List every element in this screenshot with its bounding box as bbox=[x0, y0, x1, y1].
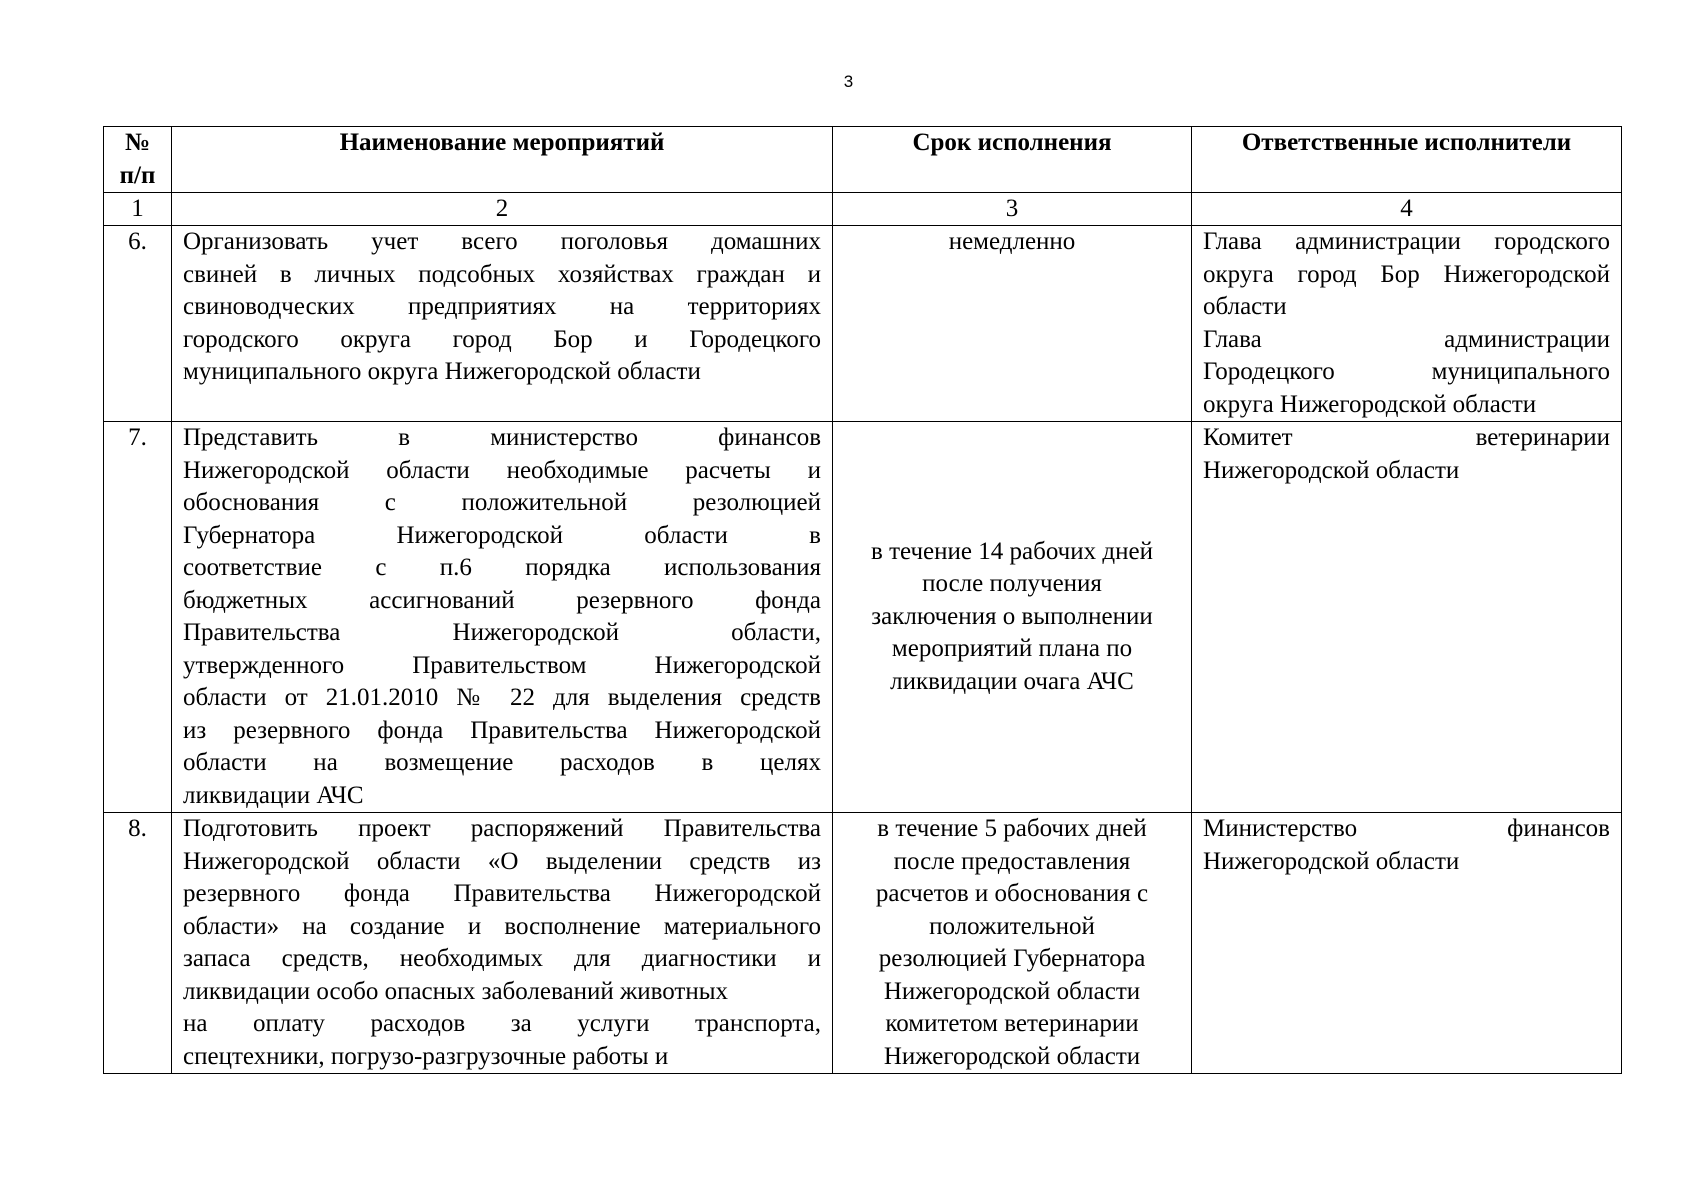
cell-text-line: после получения bbox=[922, 570, 1102, 598]
cell-text-line: Нижегородской области bbox=[883, 1042, 1141, 1070]
activity-name-cell bbox=[172, 422, 833, 813]
responsible-cell bbox=[1192, 422, 1622, 813]
cell-text-line: свиноводческих предприятиях на территориях bbox=[183, 293, 821, 320]
cell-text-line: ликвидации АЧС bbox=[183, 781, 364, 809]
cell-text-line: области от 21.01.2010 № 22 для выделения средств bbox=[183, 684, 821, 711]
cell-text-line: положительной bbox=[929, 912, 1095, 940]
table-row bbox=[104, 226, 1622, 422]
cell-text-line: бюджетных ассигнований резервного фонда bbox=[183, 586, 821, 614]
cell-text-line: Нижегородской области bbox=[1203, 456, 1460, 484]
cell-text-line: области bbox=[1203, 293, 1287, 320]
cell-text-line: расчетов и обоснования с bbox=[875, 880, 1149, 907]
table-row bbox=[104, 813, 1622, 1074]
column-index-row bbox=[104, 193, 1622, 226]
cell-text-line: Комитет ветеринарии bbox=[1203, 424, 1610, 451]
responsible-cell bbox=[1192, 813, 1622, 1074]
header-responsible: Ответственные исполнители bbox=[1192, 127, 1622, 193]
cell-text-line: Министерство финансов bbox=[1203, 815, 1610, 842]
column-index-cell: 3 bbox=[833, 193, 1192, 226]
header-number-abbr: п/п bbox=[119, 161, 156, 189]
cell-text-line: Городецкого муниципального bbox=[1203, 358, 1610, 385]
cell-text-line: Нижегородской области необходимые расчеты и bbox=[183, 456, 821, 484]
cell-text-line: Губернатора Нижегородской области в bbox=[183, 521, 821, 549]
cell-text-line: ликвидации очага АЧС bbox=[890, 667, 1134, 695]
cell-text-line: области» на создание и восполнение материального bbox=[183, 912, 821, 940]
cell-text-line: комитетом ветеринарии bbox=[885, 1010, 1139, 1037]
cell-text-line: на оплату расходов за услуги транспорта, bbox=[183, 1010, 821, 1037]
row-number: 8. bbox=[104, 813, 172, 1074]
deadline-cell bbox=[833, 226, 1192, 422]
cell-text-line: после предоставления bbox=[893, 847, 1131, 875]
cell-text-line: свиней в личных подсобных хозяйствах граждан и bbox=[183, 260, 821, 288]
cell-text-line: округа Нижегородской области bbox=[1203, 390, 1537, 418]
responsible-cell bbox=[1192, 226, 1622, 422]
table-row bbox=[104, 422, 1622, 813]
page-number: 3 bbox=[843, 72, 854, 91]
cell-text-line: резервного фонда Правительства Нижегородской bbox=[183, 880, 821, 907]
cell-text-line: Представить в министерство финансов bbox=[183, 424, 821, 451]
cell-text-line: области на возмещение расходов в целях bbox=[183, 749, 821, 776]
column-index-cell: 2 bbox=[172, 193, 833, 226]
column-index-cell: 1 bbox=[104, 193, 172, 226]
header-activity-name: Наименование мероприятий bbox=[172, 127, 833, 193]
cell-text-line: в течение 14 рабочих дней bbox=[871, 537, 1153, 565]
cell-text-line: немедленно bbox=[948, 228, 1076, 255]
cell-text-line: Подготовить проект распоряжений Правительства bbox=[183, 815, 821, 842]
cell-text-line: соответствие с п.6 порядка использования bbox=[183, 554, 821, 581]
deadline-cell bbox=[833, 422, 1192, 813]
header-deadline: Срок исполнения bbox=[833, 127, 1192, 193]
cell-text-line: из резервного фонда Правительства Нижегородской bbox=[183, 716, 821, 744]
cell-text-line: Нижегородской области bbox=[883, 977, 1141, 1005]
cell-text-line: Правительства Нижегородской области, bbox=[183, 619, 821, 646]
action-plan-table bbox=[103, 126, 1622, 1074]
cell-text-line: утвержденного Правительством Нижегородской bbox=[183, 651, 821, 679]
cell-text-line: Нижегородской области bbox=[1203, 847, 1460, 875]
cell-text-line: Организовать учет всего поголовья домашних bbox=[183, 228, 821, 255]
row-number: 7. bbox=[104, 422, 172, 813]
cell-text-line: Глава администрации bbox=[1203, 325, 1610, 353]
cell-text-line: в течение 5 рабочих дней bbox=[877, 815, 1147, 842]
column-index-cell: 4 bbox=[1192, 193, 1622, 226]
cell-text-line: ликвидации особо опасных заболеваний животных bbox=[183, 977, 729, 1005]
cell-text-line: запаса средств, необходимых для диагностики и bbox=[183, 945, 821, 972]
cell-text-line: обоснования с положительной резолюцией bbox=[183, 489, 821, 516]
cell-text-line: городского округа город Бор и Городецкого bbox=[183, 325, 821, 353]
header-number-symbol: № bbox=[124, 129, 151, 156]
cell-text-line: Глава администрации городского bbox=[1203, 228, 1610, 255]
cell-text-line: Нижегородской области «О выделении средств из bbox=[183, 847, 821, 875]
table-header-row bbox=[104, 127, 1622, 193]
cell-text-line: округа город Бор Нижегородской bbox=[1203, 260, 1610, 288]
activity-name-cell bbox=[172, 813, 833, 1074]
cell-text-line: заключения о выполнении bbox=[871, 602, 1153, 630]
header-number bbox=[104, 127, 172, 193]
row-number: 6. bbox=[104, 226, 172, 422]
deadline-cell bbox=[833, 813, 1192, 1074]
cell-text-line: спецтехники, погрузо-разгрузочные работы и bbox=[183, 1042, 669, 1070]
activity-name-cell bbox=[172, 226, 833, 422]
cell-text-line: мероприятий плана по bbox=[891, 635, 1133, 663]
cell-text-line: муниципального округа Нижегородской области bbox=[183, 358, 701, 385]
cell-text-line: резолюцией Губернатора bbox=[878, 945, 1146, 972]
